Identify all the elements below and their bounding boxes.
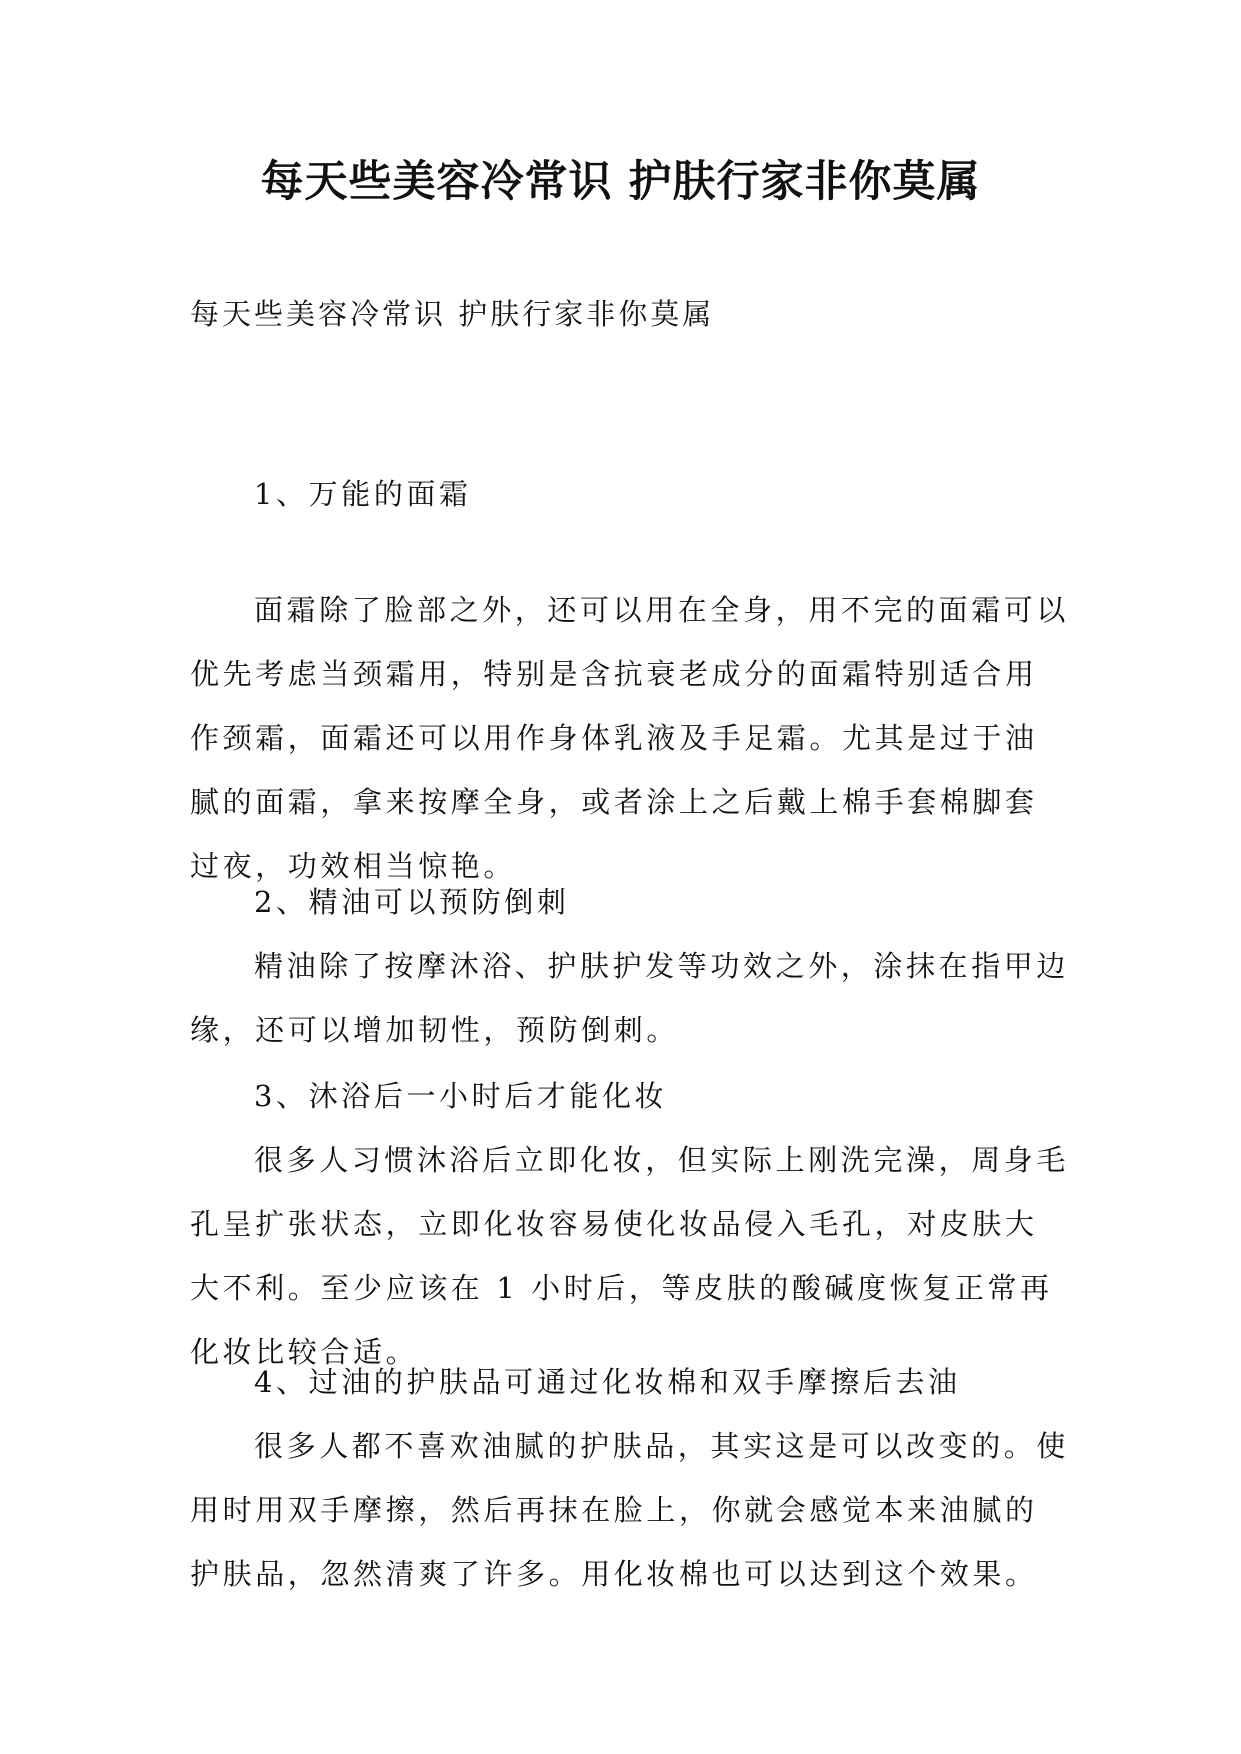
section-heading: 3、沐浴后一小时后才能化妆 <box>254 1079 668 1113</box>
document-subtitle: 每天些美容冷常识 护肤行家非你莫属 <box>190 297 715 331</box>
section-paragraph: 面霜除了脸部之外，还可以用在全身，用不完的面霜可以优先考虑当颈霜用，特别是含抗衰老成分的面霜特别适合用作颈霜，面霜还可以用作身体乳液及手足霜。尤其是过于油腻的面霜，拿来按摩全身，或者涂上之后戴上棉手套棉脚套过夜，功效相当惊艳。 <box>190 593 1070 883</box>
section-paragraph: 很多人习惯沐浴后立即化妆，但实际上刚洗完澡，周身毛孔呈扩张状态，立即化妆容易使化妆品侵入毛孔，对皮肤大大不利。至少应该在 1 小时后，等皮肤的酸碱度恢复正常再化妆比较合适。 <box>190 1143 1070 1369</box>
section-heading: 4、过油的护肤品可通过化妆棉和双手摩擦后去油 <box>254 1365 961 1399</box>
section-paragraph: 精油除了按摩沐浴、护肤护发等功效之外，涂抹在指甲边缘，还可以增加韧性，预防倒刺。 <box>190 949 1070 1047</box>
section-heading: 1、万能的面霜 <box>254 477 472 511</box>
section-heading: 2、精油可以预防倒刺 <box>254 885 570 919</box>
document-title: 每天些美容冷常识 护肤行家非你莫属 <box>260 157 981 207</box>
section-paragraph: 很多人都不喜欢油腻的护肤品，其实这是可以改变的。使用时用双手摩擦，然后再抹在脸上，你就会感觉本来油腻的护肤品，忽然清爽了许多。用化妆棉也可以达到这个效果。 <box>190 1429 1070 1591</box>
